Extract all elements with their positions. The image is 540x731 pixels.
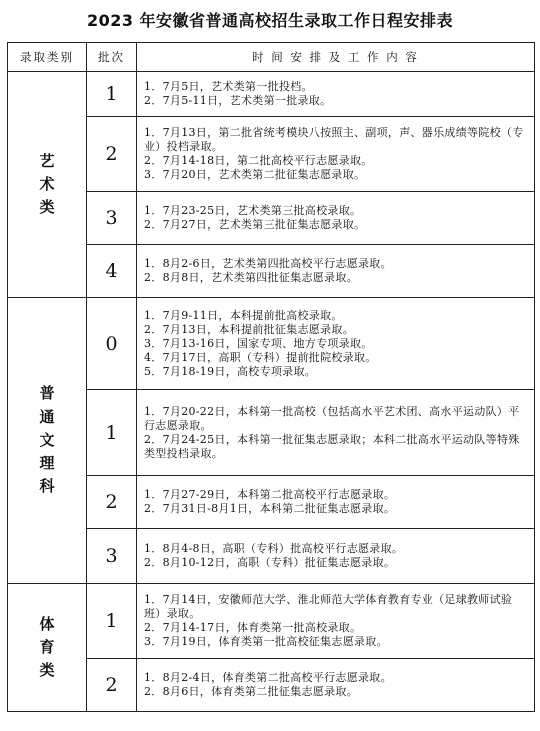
- content-cell: [137, 529, 535, 584]
- category-cell: [8, 584, 87, 712]
- page-title: 2023 年安徽省普通高校招生录取工作日程安排表: [86, 11, 454, 30]
- batch-cell: 4: [87, 245, 137, 298]
- schedule-line: 4．7月17日，高职（专科）提前批院校录取。: [144, 350, 377, 364]
- category-cell: [8, 72, 87, 298]
- category-cell: [8, 298, 87, 584]
- content-cell: [137, 245, 535, 298]
- schedule-line: 1．8月2-4日，体育类第二批高校平行志愿录取。: [144, 671, 392, 684]
- schedule-table: [7, 42, 535, 712]
- schedule-line: 3．7月20日，艺术类第二批征集志愿录取。: [144, 168, 366, 181]
- batch-cell: 1: [87, 390, 137, 476]
- batch-cell: 3: [87, 529, 137, 584]
- schedule-line: 3．7月19日，体育类第一批高校征集志愿录取。: [144, 635, 388, 648]
- table-row: [8, 659, 535, 712]
- batch-cell: 0: [87, 298, 137, 390]
- table-row: [8, 117, 535, 192]
- schedule-line: 3．7月13-16日，国家专项、地方专项录取。: [144, 336, 373, 350]
- schedule-line: 1．7月5日，艺术类第一批投档。: [144, 80, 313, 93]
- category-label: 体育类: [39, 614, 55, 680]
- content-cell: [137, 584, 535, 659]
- table-row: [8, 192, 535, 245]
- batch-cell: 2: [87, 476, 137, 529]
- schedule-line: 2．7月14-18日，第二批高校平行志愿录取。: [144, 154, 373, 167]
- header-category: 录取类别: [8, 43, 87, 72]
- table-body: [8, 72, 535, 712]
- schedule-line: 5．7月18-19日，高校专项录取。: [144, 364, 317, 378]
- table-row: [8, 476, 535, 529]
- schedule-line: 1．7月20-22日，本科第一批高校（包括高水平艺术团、高水平运动队）平行志愿录取。: [144, 404, 520, 432]
- schedule-line: 2．8月6日，体育类第二批征集志愿录取。: [144, 685, 358, 698]
- content-cell: [137, 659, 535, 712]
- schedule-line: 1．7月13日，第二批省统考模块八按照主、副项，声、器乐成绩等院校（专业）投档录取。: [144, 126, 524, 153]
- batch-cell: 1: [87, 584, 137, 659]
- schedule-line: 1．7月9-11日，本科提前批高校录取。: [144, 308, 343, 322]
- content-cell: [137, 298, 535, 390]
- batch-cell: 3: [87, 192, 137, 245]
- schedule-line: 2．8月8日，艺术类第四批征集志愿录取。: [144, 271, 358, 284]
- table-row: [8, 584, 535, 659]
- schedule-line: 2．7月5-11日，艺术类第一批录取。: [144, 94, 332, 107]
- table-row: [8, 390, 535, 476]
- table-header-row: [8, 43, 535, 72]
- batch-cell: 2: [87, 659, 137, 712]
- batch-cell: 1: [87, 72, 137, 117]
- schedule-line: 1．7月23-25日，艺术类第三批高校录取。: [144, 204, 362, 217]
- content-cell: [137, 476, 535, 529]
- schedule-line: 2．7月31日-8月1日，本科第二批征集志愿录取。: [144, 502, 396, 515]
- batch-cell: 2: [87, 117, 137, 192]
- content-cell: [137, 72, 535, 117]
- schedule-line: 1．7月27-29日，本科第二批高校平行志愿录取。: [144, 488, 396, 501]
- header-content: 时 间 安 排 及 工 作 内 容: [137, 43, 535, 72]
- category-label: 艺术类: [39, 151, 55, 217]
- table-row: [8, 245, 535, 298]
- schedule-line: 2．7月14-17日，体育类第一批高校录取。: [144, 621, 362, 634]
- table-row: [8, 529, 535, 584]
- schedule-line: 2．7月24-25日，本科第一批征集志愿录取；本科二批高水平运动队等特殊类型投档录取。: [144, 432, 520, 460]
- content-cell: [137, 390, 535, 476]
- table-row: [8, 298, 535, 390]
- schedule-line: 2．8月10-12日，高职（专科）批征集志愿录取。: [144, 556, 396, 569]
- schedule-line: 1．8月2-6日，艺术类第四批高校平行志愿录取。: [144, 257, 392, 270]
- schedule-line: 2．7月13日，本科提前批征集志愿录取。: [144, 322, 354, 336]
- table-row: [8, 72, 535, 117]
- category-label: 普通文理科: [39, 384, 55, 496]
- schedule-line: 1．7月14日，安徽师范大学、淮北师范大学体育教育专业（足球教师试验班）录取。: [144, 593, 513, 620]
- schedule-line: 1．8月4-8日，高职（专科）批高校平行志愿录取。: [144, 542, 404, 555]
- schedule-line: 2．7月27日，艺术类第三批征集志愿录取。: [144, 218, 366, 231]
- content-cell: [137, 117, 535, 192]
- content-cell: [137, 192, 535, 245]
- header-batch: 批次: [87, 43, 137, 72]
